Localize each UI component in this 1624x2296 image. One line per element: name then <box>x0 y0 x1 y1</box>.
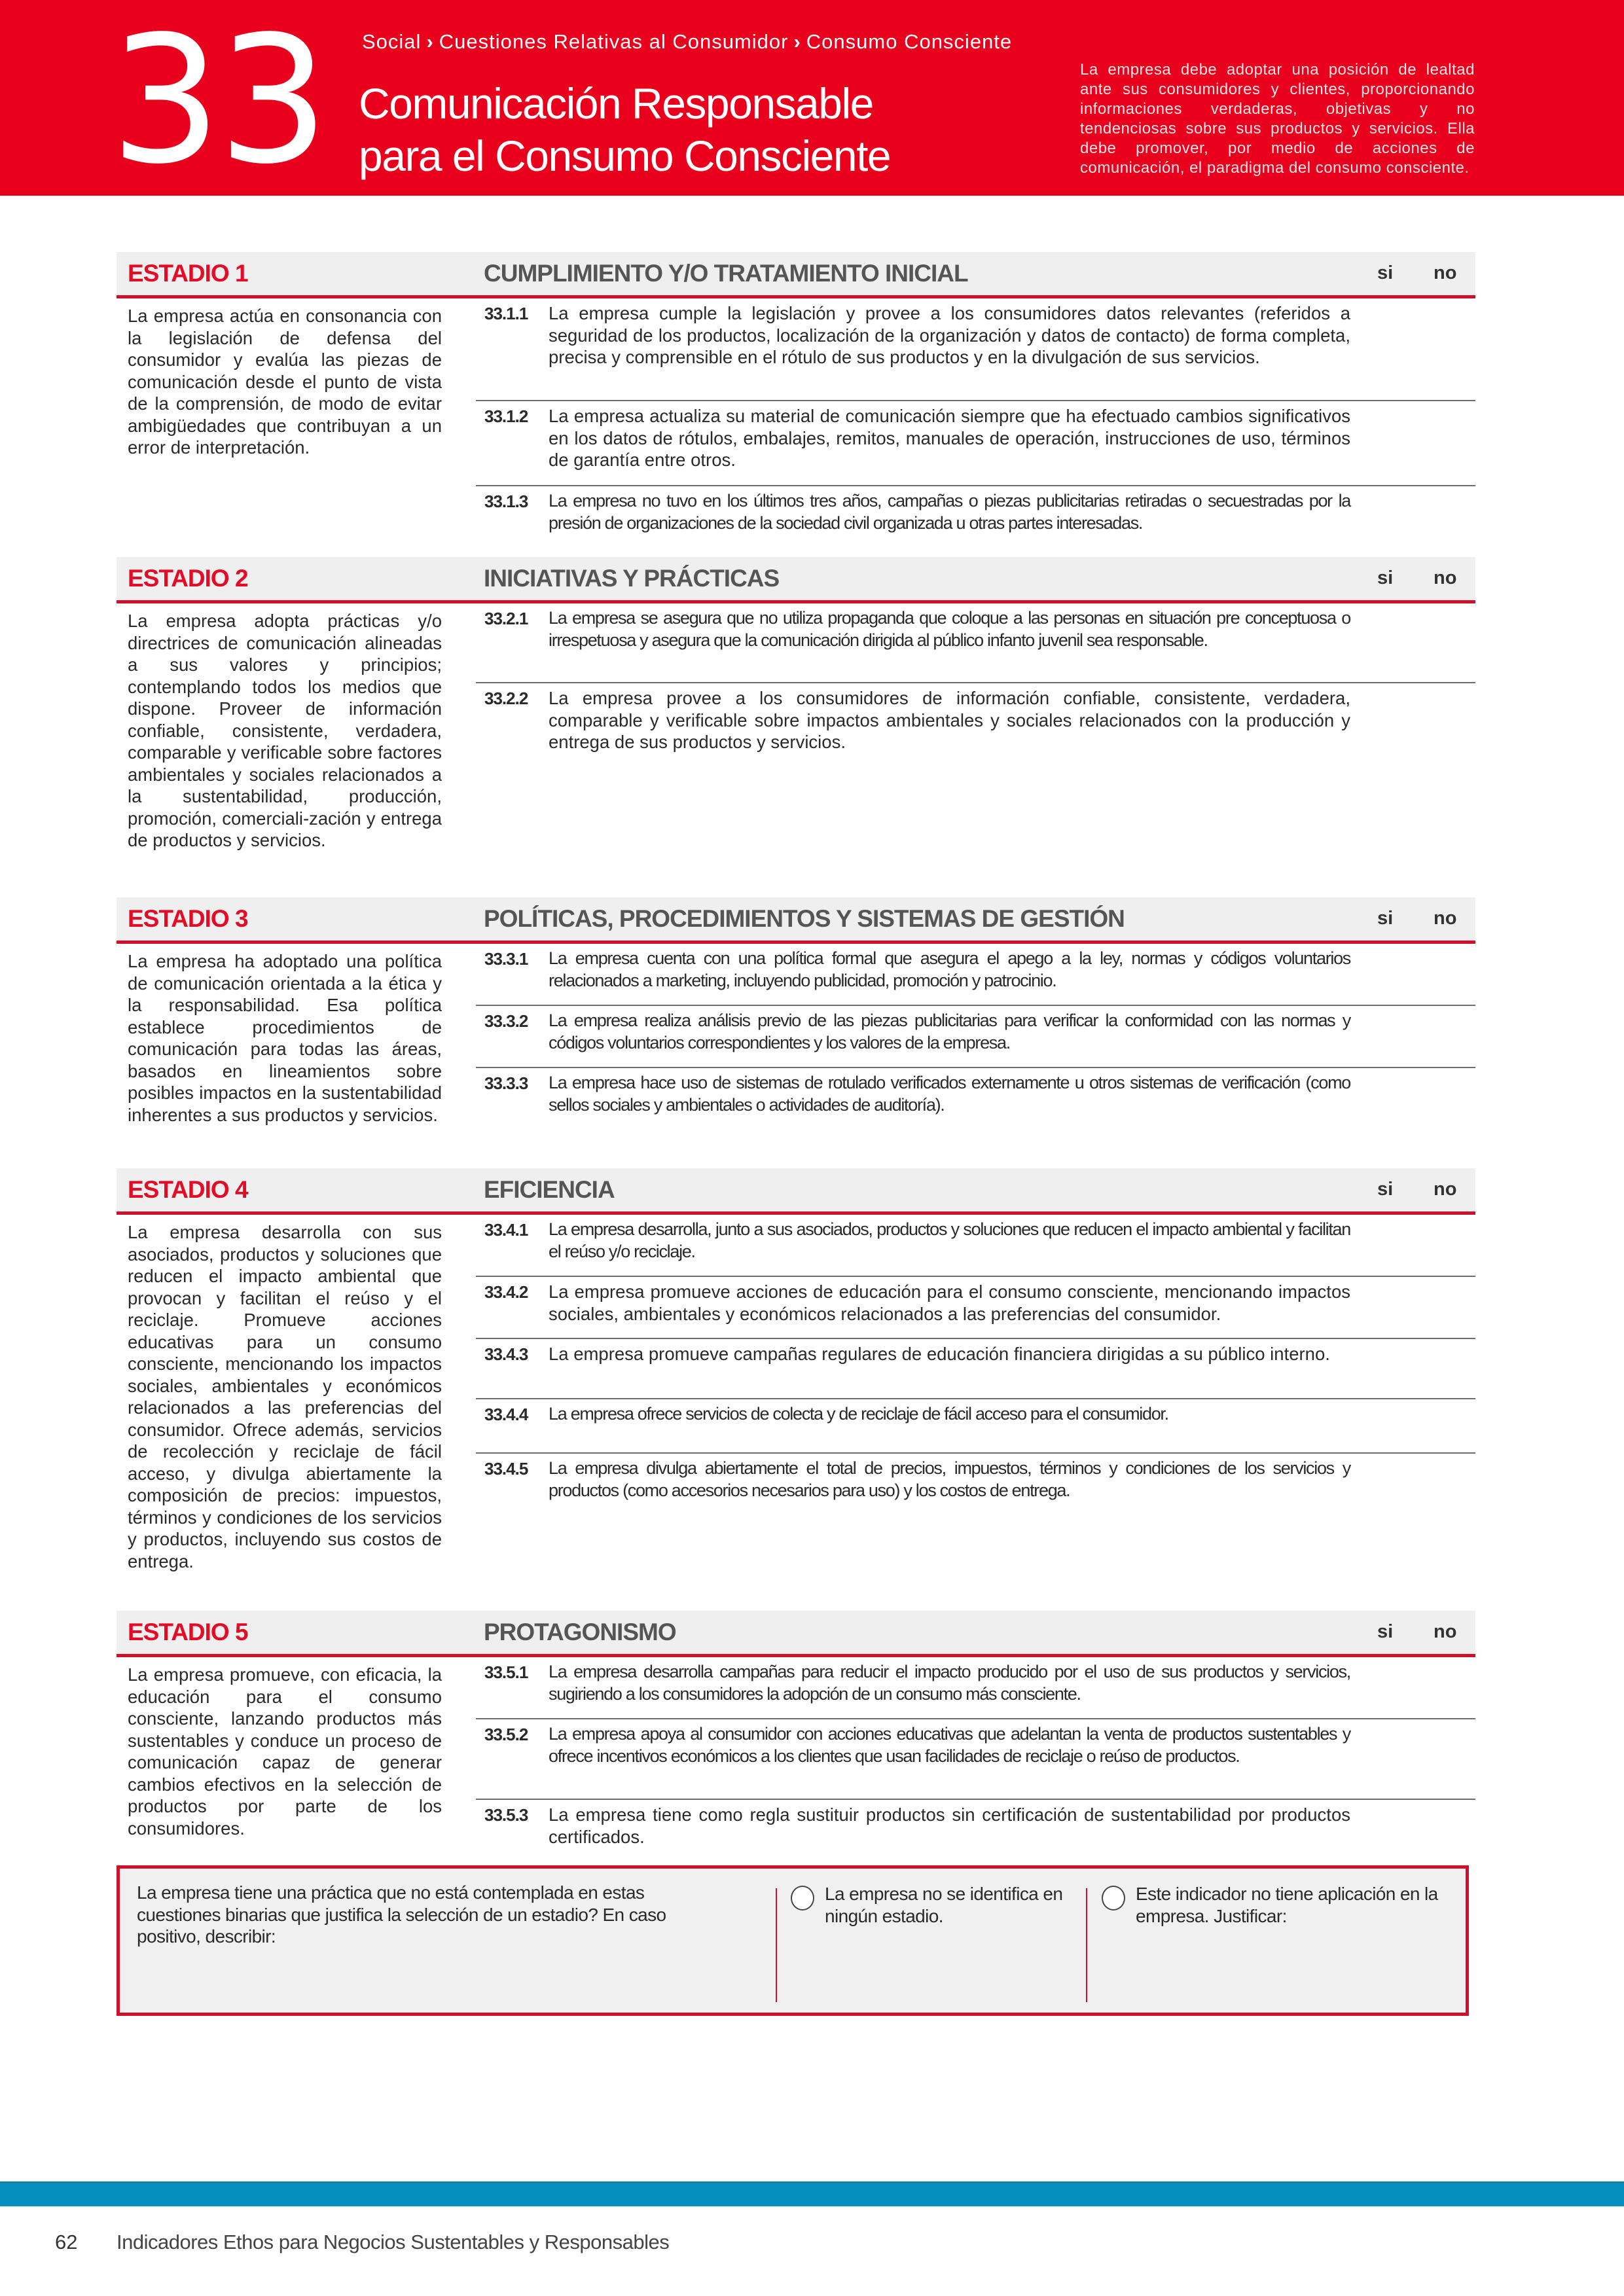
question-row <box>476 1215 1475 1276</box>
option-not-applicable-label: Este indicador no tiene aplicación en la empresa. Justificar: <box>1136 1884 1438 1926</box>
radio-no-stage[interactable] <box>791 1886 814 1910</box>
question-number: 33.5.3 <box>484 1805 528 1825</box>
indicator-number: 33 <box>110 0 326 203</box>
stage-description: La empresa desarrolla con sus asociados, productos y soluciones que reducen el impacto ambiental que provocan y facilitan el reúso y el reciclaje. Promueve acciones educativas para un consumo consciente, mencionando los impactos sociales, ambientales y económicos relacionados a las preferencias del consumidor. Ofrece además, servicios de recolección y reciclaje de fácil acceso, y divulga abiertamente la composición de precios: impuestos, términos y condiciones de los servicios y productos, incluyendo sus costos de entrega. <box>128 1222 442 1571</box>
column-si-header: si <box>1377 908 1394 929</box>
question-text: La empresa hace uso de sistemas de rotulado verificados externamente u otros sistemas de verificación (como sellos sociales y ambientales o actividades de auditoría). <box>549 1073 1350 1115</box>
breadcrumb-item: Cuestiones Relativas al Consumidor <box>439 30 789 53</box>
stage-title: CUMPLIMIENTO Y/O TRATAMIENTO INICIAL <box>484 260 968 287</box>
stage-header <box>117 1611 1475 1657</box>
column-no-header: no <box>1434 1179 1457 1200</box>
question-text: La empresa apoya al consumidor con acciones educativas que adelantan la venta de productos sustentables y ofrece incentivos económicos a los clientes que usan facilidades de reciclaje o reúso de productos. <box>549 1724 1350 1766</box>
column-si-header: si <box>1377 567 1394 588</box>
question-number: 33.3.2 <box>484 1011 528 1031</box>
breadcrumb-item: Social <box>362 30 422 53</box>
page-number: 62 <box>55 2231 78 2253</box>
column-si-header: si <box>1377 1179 1394 1200</box>
question-row <box>476 1657 1475 1718</box>
stage-4 <box>117 1168 1475 1607</box>
column-no-header: no <box>1434 567 1457 588</box>
question-number: 33.4.5 <box>484 1459 528 1479</box>
stage-header <box>117 557 1475 603</box>
column-no-header: no <box>1434 1621 1457 1642</box>
stage-label: ESTADIO 4 <box>128 1176 248 1203</box>
footer-title: Indicadores Ethos para Negocios Sustentables y Responsables <box>117 2231 670 2253</box>
question-row <box>476 1067 1475 1145</box>
question-text: La empresa ofrece servicios de colecta y de reciclaje de fácil acceso para el consumidor. <box>549 1404 1168 1424</box>
stage-header <box>117 1168 1475 1215</box>
question-row <box>476 1718 1475 1799</box>
stage-description: La empresa ha adoptado una política de comunicación orientada a la ética y la responsabilidad. Esa política establece procedimientos de comunicación para todas las áreas, basados en lineamientos sobre posibles impactos en la sustentabilidad inherentes a sus productos y servicios. <box>128 951 442 1125</box>
question-text: La empresa cumple la legislación y provee a los consumidores datos relevantes (referidos a seguridad de los productos, localización de la organización y datos de contacto) de forma completa, precisa y comprensible en el rótulo de sus productos y en la divulgación de sus servicios. <box>549 303 1350 367</box>
question-row <box>476 1799 1475 1857</box>
title-line: Comunicación Responsable <box>359 79 873 128</box>
stage-label: ESTADIO 3 <box>128 905 248 932</box>
title-line: para el Consumo Consciente <box>359 132 891 180</box>
other-practice-question[interactable]: La empresa tiene una práctica que no está contemplada en estas cuestiones binarias que justifica la selección de un estadio? En caso positivo, describir: <box>137 1882 666 1946</box>
footer-bar <box>0 2181 1624 2206</box>
stage-header <box>117 897 1475 944</box>
question-text: La empresa desarrolla, junto a sus asociados, productos y soluciones que reducen el impacto ambiental y facilitan el reúso y/o reciclaje. <box>549 1219 1350 1261</box>
column-si-header: si <box>1377 262 1394 283</box>
question-number: 33.2.2 <box>484 689 528 708</box>
question-text: La empresa promueve acciones de educación para el consumo consciente, mencionando impactos sociales, ambientales y económicos relacionados a las preferencias del consumidor. <box>549 1282 1350 1324</box>
question-number: 33.4.2 <box>484 1282 528 1302</box>
question-row <box>476 603 1475 682</box>
question-number: 33.5.1 <box>484 1662 528 1682</box>
question-text: La empresa realiza análisis previo de las piezas publicitarias para verificar la conformidad con las normas y códigos voluntarios correspondientes y los valores de la empresa. <box>549 1011 1350 1052</box>
divider <box>1086 1888 1087 2002</box>
stage-title: EFICIENCIA <box>484 1176 615 1203</box>
question-row <box>476 944 1475 1005</box>
question-row <box>476 1452 1475 1518</box>
question-text: La empresa tiene como regla sustituir productos sin certificación de sustentabilidad por productos certificados. <box>549 1804 1350 1847</box>
question-number: 33.1.3 <box>484 492 528 511</box>
stage-title: POLÍTICAS, PROCEDIMIENTOS Y SISTEMAS DE GESTIÓN <box>484 905 1125 932</box>
chevron-right-icon: › <box>793 30 801 53</box>
column-si-header: si <box>1377 1621 1394 1642</box>
question-text: La empresa cuenta con una política formal que asegura el apego a la ley, normas y códigos voluntarios relacionados a marketing, incluyendo publicidad, promoción y patrocinio. <box>549 948 1350 990</box>
question-row <box>476 1005 1475 1067</box>
question-text: La empresa no tuvo en los últimos tres años, campañas o piezas publicitarias retiradas o secuestradas por la presión de organizaciones de la sociedad civil organizada u otras partes interesadas. <box>549 491 1350 533</box>
stage-label: ESTADIO 1 <box>128 260 248 287</box>
question-number: 33.3.3 <box>484 1073 528 1093</box>
divider <box>776 1888 777 2002</box>
question-text: La empresa divulga abiertamente el total de precios, impuestos, términos y condiciones de los servicios y productos (como accesorios necesarios para uso) y los costos de entrega. <box>549 1458 1350 1500</box>
question-text: La empresa actualiza su material de comunicación siempre que ha efectuado cambios significativos en los datos de rótulos, embalajes, remitos, manuales de operación, instrucciones de uso, términos de garantía entre otros. <box>549 406 1350 470</box>
breadcrumb <box>362 30 1012 54</box>
question-text: La empresa desarrolla campañas para reducir el impacto producido por el uso de sus productos y servicios, sugiriendo a los consumidores la adopción de un consumo más consciente. <box>549 1662 1350 1704</box>
stage-label: ESTADIO 2 <box>128 565 248 592</box>
question-text: La empresa se asegura que no utiliza propaganda que coloque a las personas en situación pre conceptuosa o irrespetuosa y asegura que la comunicación dirigida al público infanto juvenil sea responsable. <box>549 608 1350 650</box>
stage-description: La empresa promueve, con eficacia, la educación para el consumo consciente, lanzando productos más sustentables y conduce un proceso de comunicación capaz de generar cambios efectivos en la selección de productos por parte de los consumidores. <box>128 1664 442 1839</box>
stage-5 <box>117 1611 1475 1854</box>
stage-description: La empresa adopta prácticas y/o directrices de comunicación alineadas a sus valores y principios; contemplando todos los medios que dispone. Proveer de información confiable, consistente, verdadera, comparable y verificable sobre factores ambientales y sociales relacionados a la sustentabilidad, producción, promoción, comerciali-zación y entrega de productos y servicios. <box>128 611 442 850</box>
question-number: 33.3.1 <box>484 949 528 969</box>
question-row <box>476 485 1475 544</box>
stage-3 <box>117 897 1475 1166</box>
option-no-stage-label: La empresa no se identifica en ningún estadio. <box>825 1884 1063 1926</box>
stage-title: INICIATIVAS Y PRÁCTICAS <box>484 565 780 592</box>
question-number: 33.4.1 <box>484 1220 528 1240</box>
question-number: 33.2.1 <box>484 609 528 628</box>
chevron-right-icon: › <box>426 30 434 53</box>
question-row <box>476 1276 1475 1338</box>
stage-label: ESTADIO 5 <box>128 1619 248 1645</box>
intro-text: La empresa debe adoptar una posición de lealtad ante sus consumidores y clientes, proporcionando informaciones verdaderas, objetivas y no tendenciosas sobre sus productos y servicios. Ella debe promover, por medio de acciones de comunicación, el paradigma del consumo consciente. <box>1080 61 1475 177</box>
column-no-header: no <box>1434 908 1457 929</box>
question-number: 33.4.3 <box>484 1344 528 1364</box>
page-title <box>359 77 948 182</box>
question-number: 33.1.1 <box>484 304 528 323</box>
question-text: La empresa promueve campañas regulares de educación financiera dirigidas a su público interno. <box>549 1344 1330 1364</box>
stage-2 <box>117 557 1475 891</box>
question-row <box>476 298 1475 400</box>
question-row <box>476 682 1475 761</box>
question-row <box>476 1338 1475 1398</box>
question-number: 33.1.2 <box>484 406 528 426</box>
stage-description: La empresa actúa en consonancia con la legislación de defensa del consumidor y evalúa las piezas de comunicación desde el punto de vista de la comprensión, de modo de evitar ambigüedades que contribuyan a un error de interpretación. <box>128 306 442 457</box>
breadcrumb-item: Consumo Consciente <box>806 30 1013 53</box>
question-row <box>476 1398 1475 1452</box>
question-row <box>476 400 1475 485</box>
stage-header <box>117 252 1475 298</box>
other-practice-box <box>117 1865 1469 2016</box>
question-number: 33.4.4 <box>484 1405 528 1424</box>
header-band <box>0 0 1624 203</box>
question-text: La empresa provee a los consumidores de información confiable, consistente, verdadera, comparable y verificable sobre impactos ambientales y sociales relacionados con la producción y entrega de sus productos y servicios. <box>549 688 1350 752</box>
stage-1 <box>117 252 1475 547</box>
radio-not-applicable[interactable] <box>1102 1886 1125 1910</box>
stage-title: PROTAGONISMO <box>484 1619 676 1645</box>
column-no-header: no <box>1434 262 1457 283</box>
question-number: 33.5.2 <box>484 1725 528 1744</box>
